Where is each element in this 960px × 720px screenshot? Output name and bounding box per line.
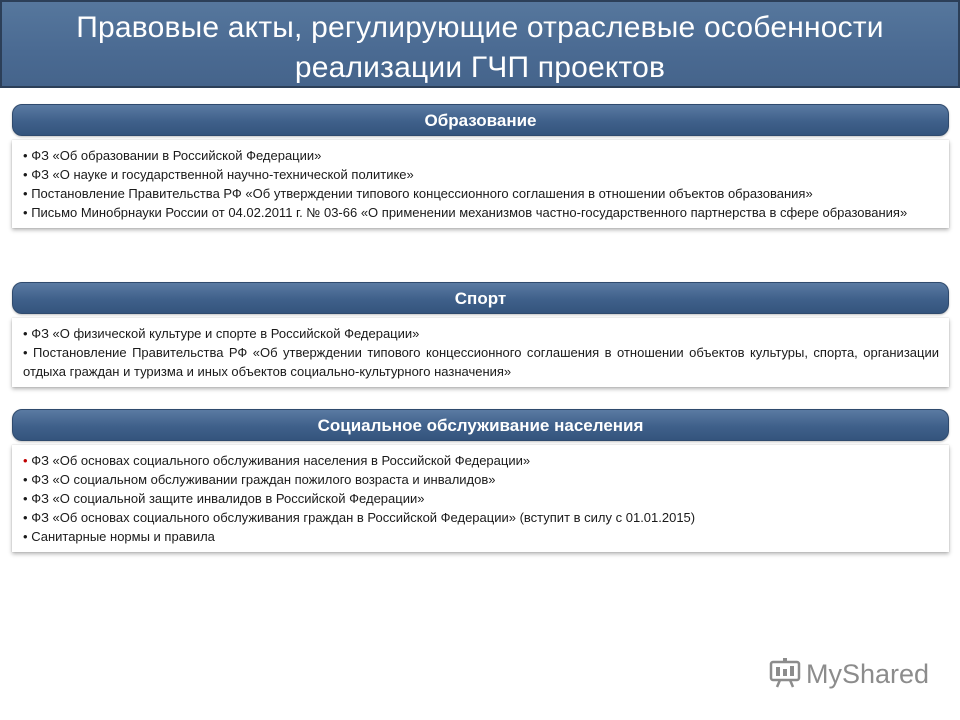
list-item: • Письмо Минобрнауки России от 04.02.2011 г. № 03-66 «О применении механизмов частно-государственного партнерства в сфере образования»	[23, 205, 908, 220]
list-item: • ФЗ «О науке и государственной научно-технической политике»	[23, 167, 414, 182]
list-item: • Санитарные нормы и правила	[23, 529, 215, 544]
list-item: • ФЗ «Об основах социального обслуживания граждан в Российской Федерации» (вступит в силу с 01.01.2015)	[23, 510, 696, 525]
slide-title-line-2: реализации ГЧП проектов	[294, 51, 666, 84]
presentation-board-icon	[768, 655, 802, 694]
bullet-icon: •	[23, 453, 28, 468]
bullet-icon: •	[23, 491, 28, 506]
bullet-icon: •	[23, 472, 28, 487]
section-education	[12, 104, 949, 228]
section-body-education	[12, 140, 949, 228]
section-header-education: Образование	[12, 104, 949, 136]
bullet-icon: •	[23, 326, 28, 341]
bullet-icon: •	[23, 529, 28, 544]
section-body-sport	[12, 318, 949, 387]
list-item: • Постановление Правительства РФ «Об утверждении типового концессионного соглашения в отношении объектов образования»	[23, 186, 813, 201]
bullet-icon: •	[23, 510, 28, 525]
bullet-icon: •	[23, 167, 28, 182]
section-header-sport: Спорт	[12, 282, 949, 314]
section-header-social-services: Социальное обслуживание населения	[12, 409, 949, 441]
slide-title-bar	[0, 0, 960, 88]
section-body-social-services	[12, 445, 949, 552]
logo-text: MyShared	[806, 658, 930, 689]
list-item: • ФЗ «Об образовании в Российской Федерации»	[23, 148, 322, 163]
list-item: • Постановление Правительства РФ «Об утверждении типового концессионного соглашения в отношении объектов культуры, спорта, организации отдыха граждан и туризма и иных объектов социально-культурного назначения»	[23, 345, 939, 379]
list-item: • ФЗ «О социальной защите инвалидов в Российской Федерации»	[23, 491, 425, 506]
myshared-logo[interactable]	[768, 656, 929, 692]
slide-title-line-1: Правовые акты, регулирующие отраслевые особенности	[76, 11, 884, 44]
section-social-services	[12, 409, 949, 552]
list-item: • ФЗ «О социальном обслуживании граждан пожилого возраста и инвалидов»	[23, 472, 496, 487]
list-item: • ФЗ «Об основах социального обслуживания населения в Российской Федерации»	[23, 453, 531, 468]
section-sport	[12, 282, 949, 387]
bullet-icon: •	[23, 148, 28, 163]
bullet-icon: •	[23, 345, 28, 360]
bullet-icon: •	[23, 205, 28, 220]
list-item: • ФЗ «О физической культуре и спорте в Российской Федерации»	[23, 326, 420, 341]
bullet-icon: •	[23, 186, 28, 201]
